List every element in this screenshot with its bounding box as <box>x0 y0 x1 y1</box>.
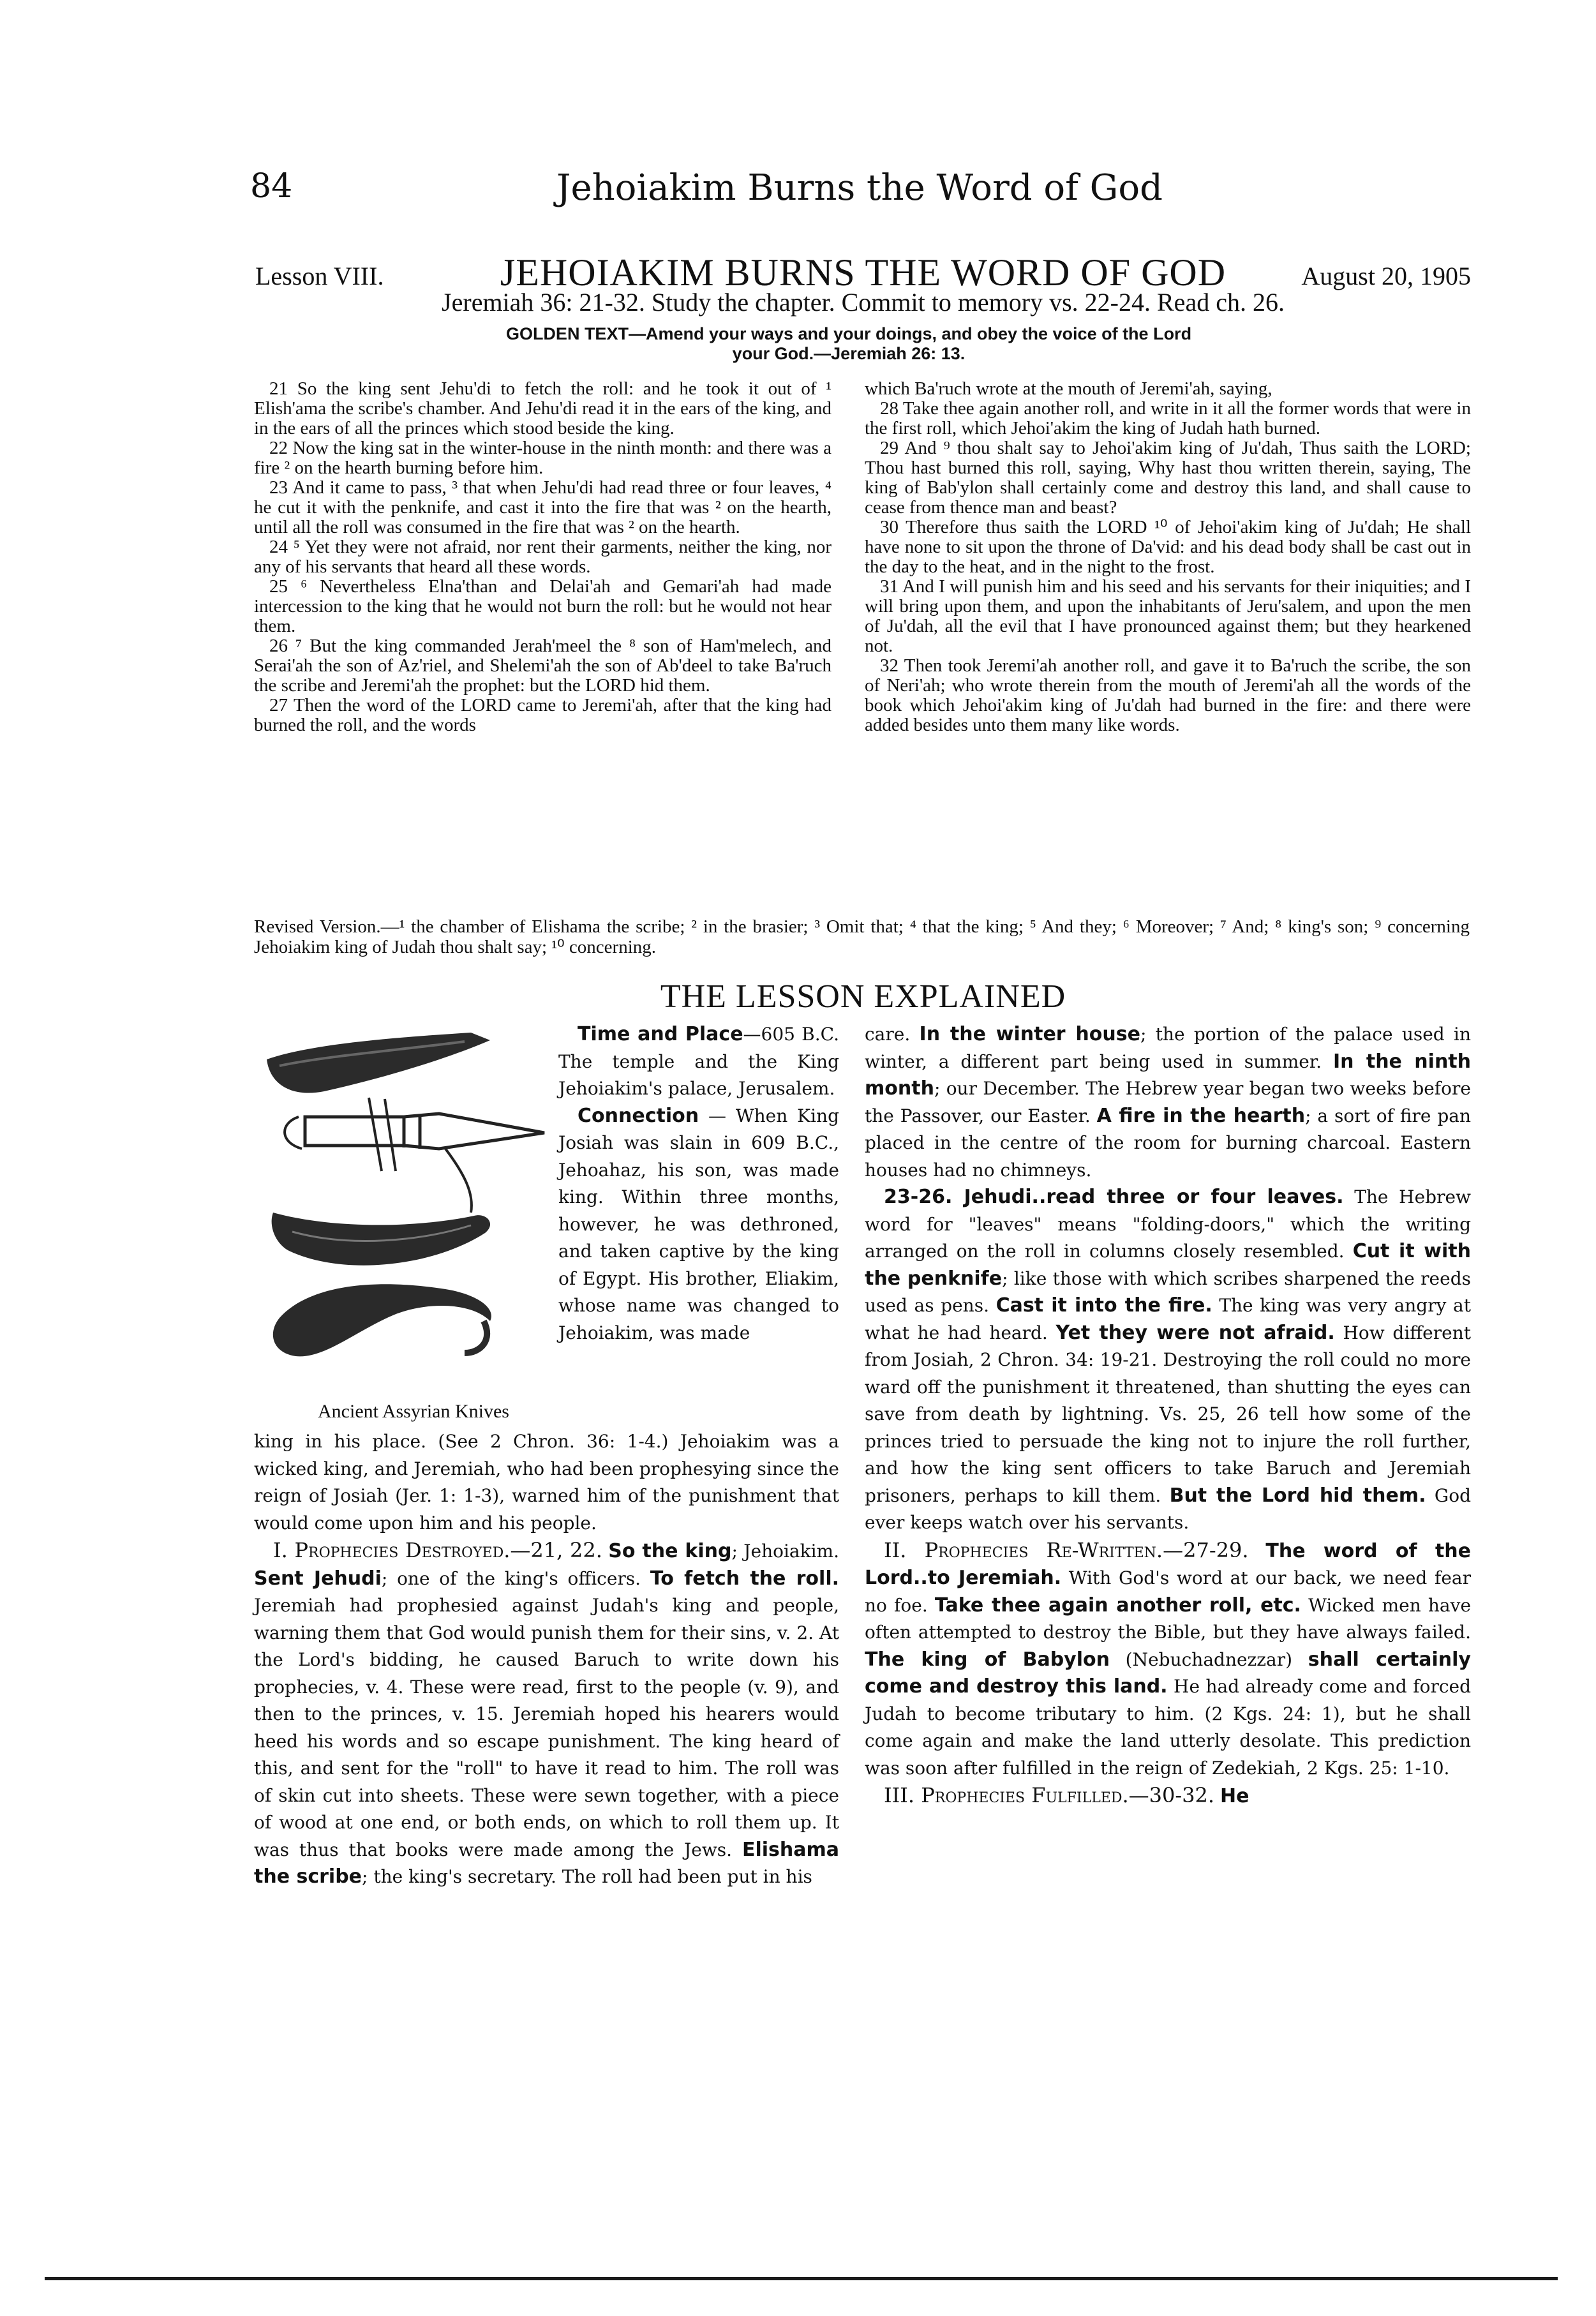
scripture-passage-right <box>865 379 1471 915</box>
term: 23-26. Jehudi..read three or four leaves. <box>884 1186 1344 1208</box>
lesson-date: August 20, 1905 <box>1301 262 1471 290</box>
term: Connection <box>578 1104 699 1127</box>
golden-text <box>300 324 1398 364</box>
text: ; the portion of the palace used in winter, a different part being used in summer. <box>865 1024 1472 1072</box>
paragraph <box>254 1537 839 1891</box>
term: Yet they were not afraid. <box>1055 1321 1335 1344</box>
term: The word of the Lord..to Jeremiah. <box>865 1539 1471 1589</box>
running-title: Jehoiakim Burns the Word of God <box>556 167 1163 209</box>
text: ; Jehoiakim. <box>731 1541 839 1562</box>
term: In the winter house <box>919 1023 1140 1045</box>
bottom-rule <box>45 2277 1558 2280</box>
verse: 27 Then the word of the LORD came to Jeremi'ah, after that the king had burned the roll, and the words <box>254 695 832 735</box>
term: Cut it with the penknife <box>865 1240 1472 1290</box>
lesson-title: JEHOIAKIM BURNS THE WORD OF GOD <box>500 251 1227 294</box>
text: care. <box>865 1024 911 1045</box>
term: In the ninth month <box>865 1050 1471 1100</box>
verse: 29 And ⁹ thou shalt say to Jehoi'akim king of Ju'dah, Thus saith the LORD; Thou hast burned this roll, saying, Why hast thou written therein, saying, The king of Bab'ylon shall certainly come and destroy this land, and shall cause to cease from thence man and beast? <box>865 438 1471 518</box>
assyrian-knives-illustration <box>254 1021 554 1398</box>
text: Wicked men have often attempted to destroy the Bible, but they have always failed. <box>865 1594 1472 1643</box>
verse: 24 ⁵ Yet they were not afraid, nor rent their garments, neither the king, nor any of his servants that heard all these words. <box>254 537 832 577</box>
verse: 21 So the king sent Jehu'di to fetch the roll: and he took it out of ¹ Elish'ama the scribe's chamber. And Jehu'di read it in the ears of the king, and in the ears of all the princes which stood beside the king. <box>254 378 832 438</box>
text: The Hebrew word for "leaves" means "folding-doors," which the writing arranged on the roll in columns closely resembled. <box>865 1186 1471 1262</box>
paragraph <box>865 1537 1471 1782</box>
text: The king was very angry at what he had heard. <box>865 1295 1471 1343</box>
term: But the Lord hid them. <box>1169 1484 1426 1507</box>
text: He had already come and forced Judah to become tributary to him. (2 Kgs. 24: 1), but he shall come again and make the land utterly desolate. This prediction was soon after fulfilled in the reign of Zedekiah, 2 Kgs. 25: 1-10. <box>865 1676 1471 1779</box>
verse: 32 Then took Jeremi'ah another roll, and gave it to Ba'ruch the scribe, the son of Neri'ah; who wrote therein from the mouth of Jeremi'ah all the words of the book which Jehoi'akim king of Ju'dah had burned in the fire: and there were added besides unto them many like words. <box>865 655 1471 735</box>
section-heading: II. Prophecies Re-Written.—27-29. <box>884 1537 1249 1562</box>
paragraph: king in his place. (See 2 Chron. 36: 1-4.) Jehoiakim was a wicked king, and Jeremiah, who had been prophesying since the reign of Josiah (Jer. 1: 1-3), warned him of the punishment that would come upon him and his people. <box>254 1431 839 1534</box>
paragraph <box>558 1103 839 1347</box>
revised-version-notes: Revised Version.—¹ the chamber of Elishama the scribe; ² in the brasier; ³ Omit that; ⁴ that the king; ⁵ And they; ⁶ Moreover; ⁷ And; ⁸ king's son; ⁹ concerning Jehoiakim king of Judah thou shalt say; ¹⁰ concerning. <box>254 916 1470 957</box>
golden-text-line: your God.—Jeremiah 26: 13. <box>732 344 966 363</box>
term: A fire in the hearth <box>1096 1104 1306 1127</box>
text: Jeremiah had prophesied against Judah's king and people, warning them that God would punish them for their sins, v. 2. At the Lord's bidding, he caused Baruch to write down his prophecies, v. 4. These were read, first to the people (v. 9), and then to the princes, v. 15. Jeremiah hoped his hearers would heed his words and so escape punishment. The king heard of this, and sent for the "roll" to have it read to him. The roll was of skin cut into sheets. These were sewn together, with a piece of wood at one end, or both ends, on which to roll them up. It was thus that books were made among the Jews. <box>254 1595 839 1860</box>
verse: 22 Now the king sat in the winter-house in the ninth month: and there was a fire ² on the hearth burning before him. <box>254 438 832 478</box>
text: God ever keeps watch over his servants. <box>865 1484 1471 1533</box>
term: Cast it into the fire. <box>996 1294 1212 1317</box>
lesson-label: Lesson VIII. <box>255 262 384 290</box>
text: With God's word at our back, we need fear no foe. <box>865 1567 1471 1616</box>
running-head <box>250 167 1469 218</box>
paragraph <box>865 1021 1471 1184</box>
term: To fetch the roll. <box>650 1567 840 1590</box>
text: How different from Josiah, 2 Chron. 34: 19-21. Destroying the roll could no more ward off the punishment it threatened, than shutting the eyes can save from death by lightning. Vs. 25, 26 tell how some of the princes tried to persuade the king not to injure the roll further, and how the king sent officers to take Baruch and Jeremiah prisoners, perhaps to kill them. <box>865 1322 1471 1506</box>
page-number: 84 <box>250 167 293 205</box>
verse: 23 And it came to pass, ³ that when Jehu'di had read three or four leaves, ⁴ he cut it with the penknife, and cast it into the fire that was ² on the hearth, until all the roll was consumed in the fire that was ² on the hearth. <box>254 477 832 537</box>
explanation-column-left-top <box>558 1021 839 1347</box>
term: shall certainly come and destroy this land. <box>865 1648 1471 1698</box>
verse: 31 And I will punish him and his seed and his servants for their iniquities; and I will bring upon them, and upon the inhabitants of Jeru'salem, and upon the men of Ju'dah, all the evil that I have pronounced against them; but they hearkened not. <box>865 576 1471 656</box>
figure <box>254 1021 554 1442</box>
text: ; a sort of fire pan placed in the centre of the room for burning charcoal. Eastern houses had no chimneys. <box>865 1105 1472 1181</box>
term: Elishama the scribe <box>254 1838 839 1888</box>
scripture-reference: Jeremiah 36: 21-32. Study the chapter. Commit to memory vs. 22-24. Read ch. 26. <box>442 288 1285 317</box>
text: ; the king's secretary. The roll had been put in his <box>362 1866 812 1887</box>
explanation-column-right <box>865 1021 1471 1811</box>
paragraph <box>865 1184 1471 1537</box>
paragraph <box>558 1021 839 1103</box>
scripture-passage-left <box>254 379 832 915</box>
verse: 30 Therefore thus saith the LORD ¹⁰ of Jehoi'akim king of Ju'dah; He shall have none to sit upon the throne of Da'vid: and his dead body shall be cast out in the day to the heat, and in the night to the frost. <box>865 517 1471 577</box>
section-heading: III. Prophecies Fulfilled.—30-32. <box>884 1783 1215 1807</box>
explanation-column-left <box>254 1428 839 1891</box>
term: Time and Place <box>578 1023 743 1045</box>
text: ; like those with which scribes sharpened the reeds used as pens. <box>865 1267 1471 1316</box>
text: (Nebuchadnezzar) <box>1109 1648 1308 1670</box>
text: — When King Josiah was slain in 609 B.C., Jehoahaz, his son, was made king. Within three months, however, he was dethroned, and taken captive by the king of Egypt. His brother, Eliakim, whose name was changed to Jehoiakim, was made <box>558 1105 839 1343</box>
section-heading: I. Prophecies Destroyed.—21, 22. <box>273 1538 602 1562</box>
verse: 26 ⁷ But the king commanded Jerah'meel the ⁸ son of Ham'melech, and Serai'ah the son of Az'riel, and Shelemi'ah the son of Ab'deel to take Ba'ruch the scribe and Jeremi'ah the prophet: but the LORD hid them. <box>254 636 832 696</box>
text: ; one of the king's officers. <box>381 1567 641 1589</box>
term: He <box>1220 1785 1249 1807</box>
verse: 25 ⁶ Nevertheless Elna'than and Delai'ah and Gemari'ah had made intercession to the king that he would not burn the roll: but he would not hear them. <box>254 576 832 636</box>
term: The king of Babylon <box>865 1648 1110 1671</box>
text: —605 B.C. The temple and the King Jehoiakim's palace, Jerusalem. <box>558 1024 839 1099</box>
text: ; our December. The Hebrew year began two weeks before the Passover, our Easter. <box>865 1078 1471 1126</box>
term: Sent Jehudi <box>254 1567 382 1590</box>
term: So the king <box>608 1540 732 1562</box>
verse: which Ba'ruch wrote at the mouth of Jeremi'ah, saying, <box>865 378 1272 399</box>
paragraph <box>865 1782 1471 1811</box>
section-title: THE LESSON EXPLAINED <box>660 978 1066 1015</box>
golden-text-line: GOLDEN TEXT—Amend your ways and your doings, and obey the voice of the Lord <box>505 324 1192 343</box>
term: Take thee again another roll, etc. <box>934 1594 1301 1617</box>
verse: 28 Take thee again another roll, and write in it all the former words that were in the first roll, which Jehoi'akim the king of Judah hath burned. <box>865 398 1471 438</box>
figure-caption: Ancient Assyrian Knives <box>318 1401 509 1422</box>
